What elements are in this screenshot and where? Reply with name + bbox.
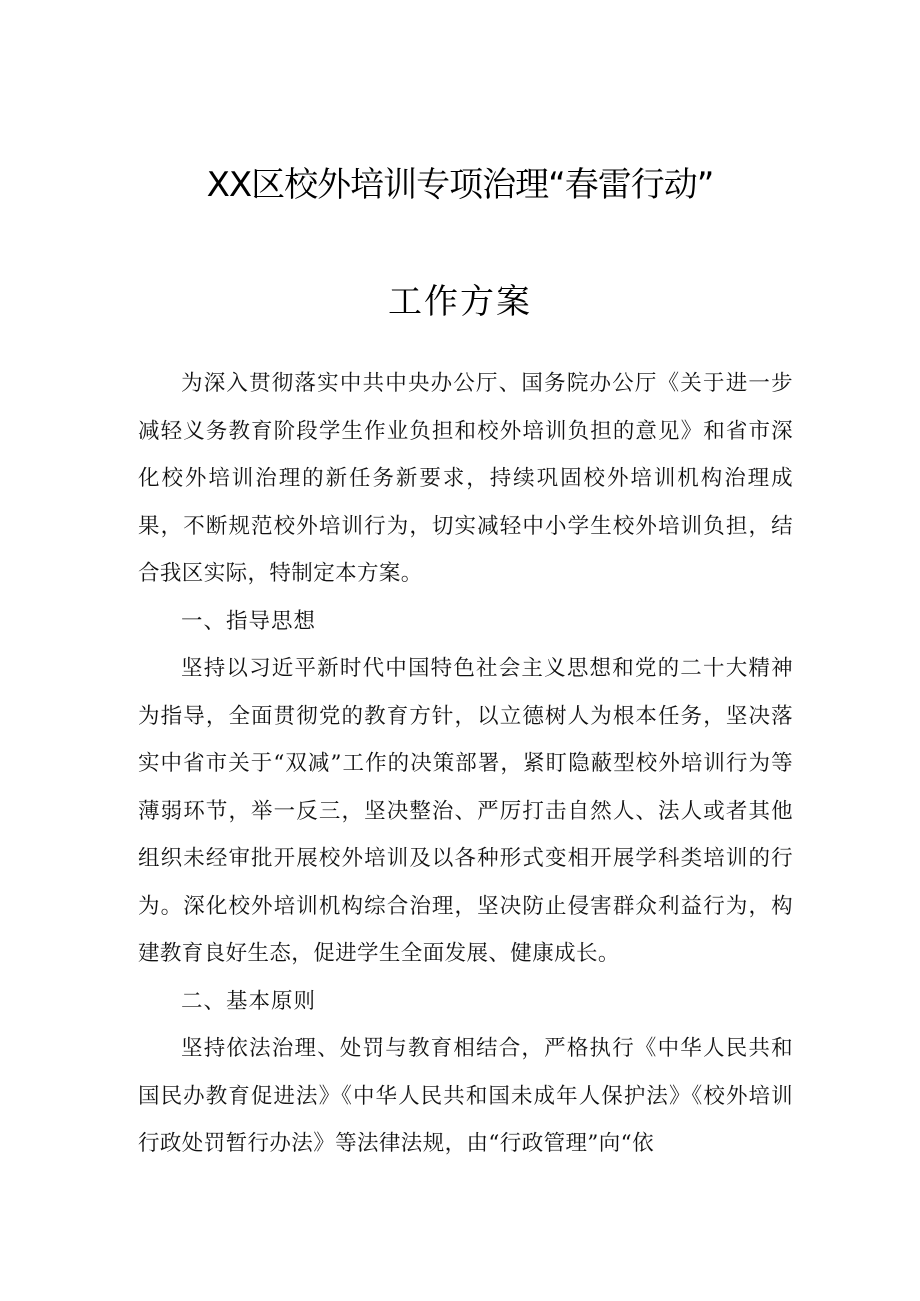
document-title-line-1: XX区校外培训专项治理“春雷行动” bbox=[206, 165, 714, 205]
document-body bbox=[138, 360, 793, 1168]
guiding-ideology-paragraph: 坚持以习近平新时代中国特色社会主义思想和党的二十大精神为指导，全面贯彻党的教育方针，以立德树人为根本任务，坚决落实中省市关于“双减”工作的决策部署，紧盯隐蔽型校外培训行为等薄弱环节，举一反三，坚决整治、严厉打击自然人、法人或者其他组织未经审批开展校外培训及以各种形式变相开展学科类培训的行为。深化校外培训机构综合治理，坚决防止侵害群众利益行为，构建教育良好生态，促进学生全面发展、健康成长。 bbox=[138, 656, 793, 966]
document-title-line-2: 工作方案 bbox=[388, 282, 532, 322]
basic-principles-paragraph: 坚持依法治理、处罚与教育相结合，严格执行《中华人民共和国民办教育促进法》《中华人民共和国未成年人保护法》《校外培训行政处罚暂行办法》等法律法规，由“行政管理”向“依 bbox=[138, 1036, 793, 1156]
section-heading-guiding-ideology: 一、指导思想 bbox=[181, 608, 317, 634]
section-heading-basic-principles: 二、基本原则 bbox=[181, 988, 317, 1014]
intro-paragraph: 为深入贯彻落实中共中央办公厅、国务院办公厅《关于进一步减轻义务教育阶段学生作业负担和校外培训负担的意见》和省市深化校外培训治理的新任务新要求，持续巩固校外培训机构治理成果，不断规范校外培训行为，切实减轻中小学生校外培训负担，结合我区实际，特制定本方案。 bbox=[138, 371, 793, 586]
